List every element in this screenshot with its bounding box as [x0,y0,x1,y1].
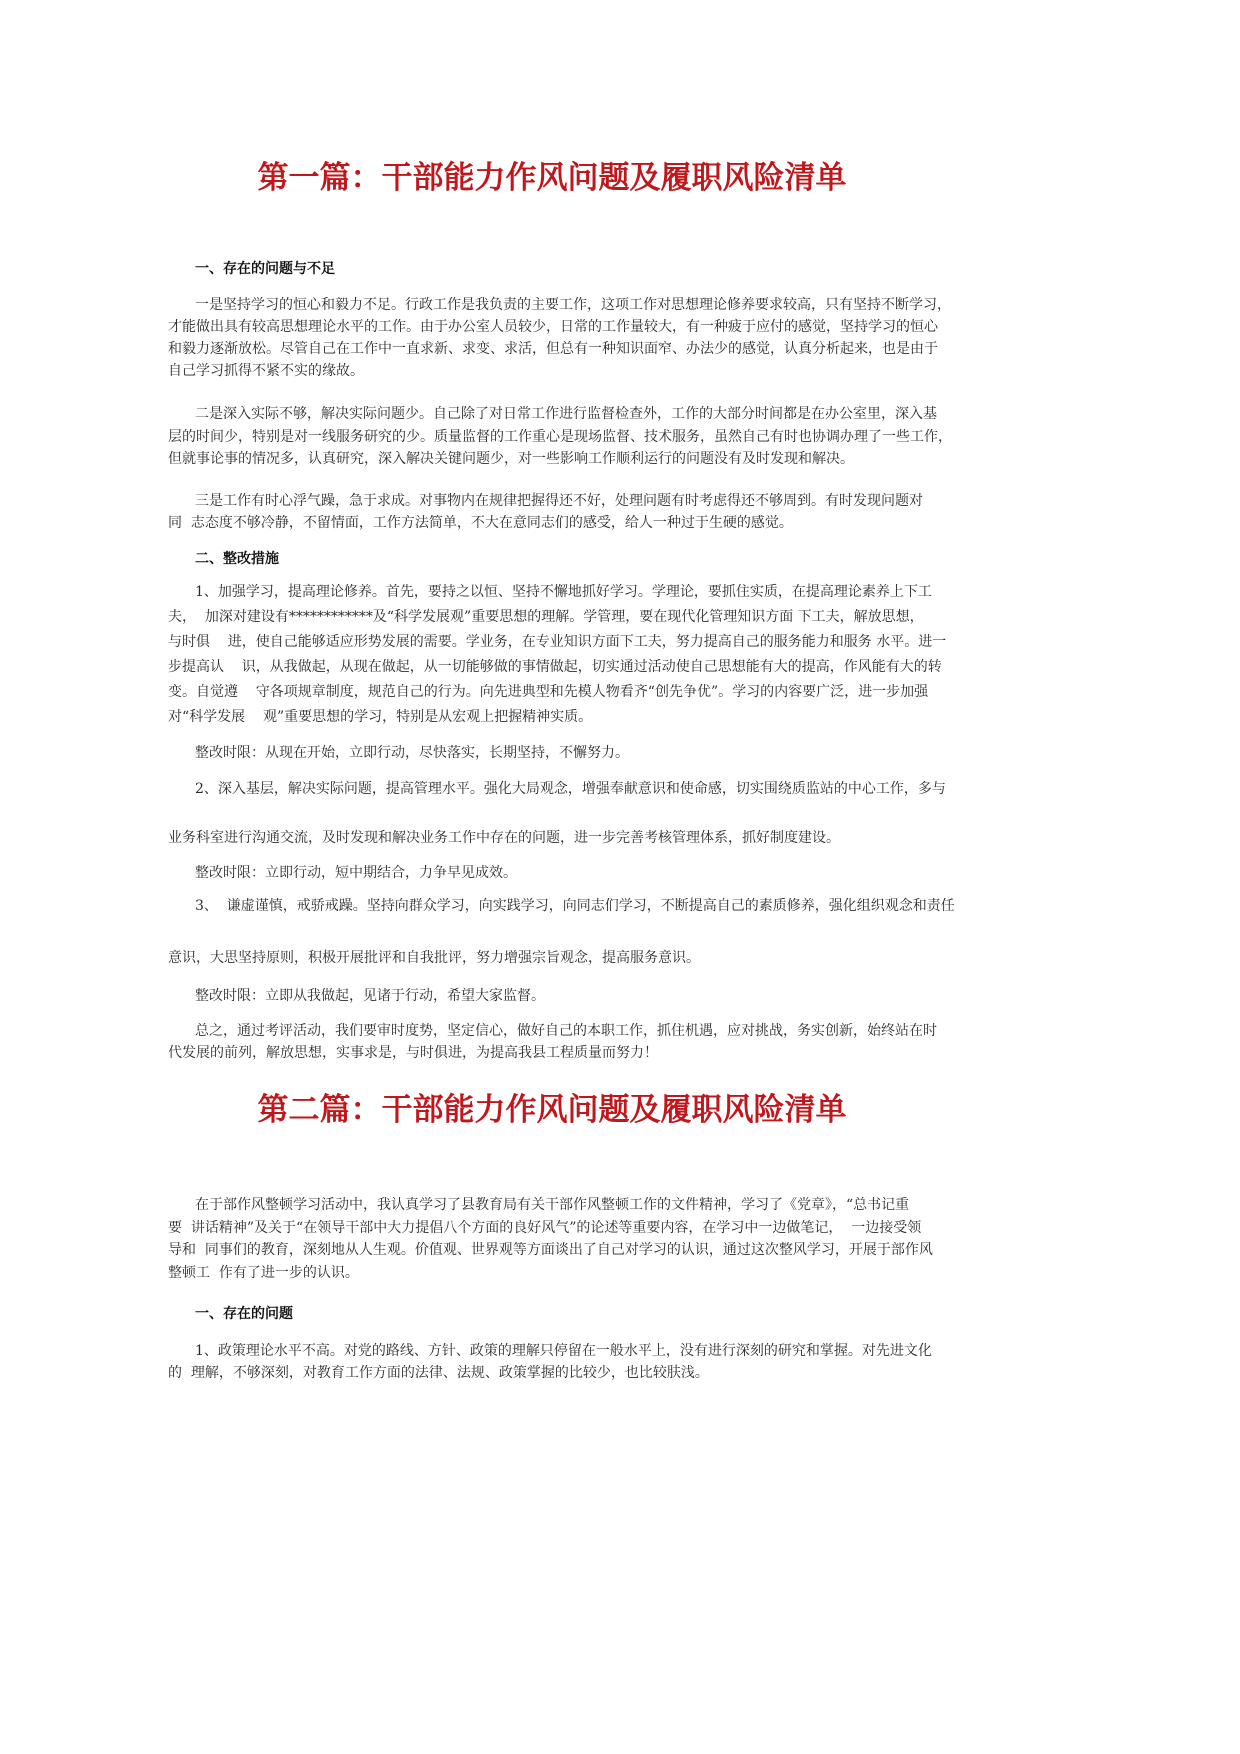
paragraph-conclusion [168,1020,958,1064]
paragraph-line: 业务科室进行沟通交流，及时发现和解决业务工作中存在的问题，进一步完善考核管理体系，抓好制度建设。 [168,830,840,846]
heading-text: 一、存在的问题 [195,1306,293,1322]
paragraph-line: 与时俱 进，使自己能够适应形势发展的需要。学业务，在专业知识方面下工夫，努力提高自己的服务能力和服务 水平。进一 [168,634,947,650]
paragraph-line: 导和 同事们的教育，深刻地从人生观。价值观、世界观等方面谈出了自己对学习的认识，通过这次整风学习，开展于部作风 [168,1242,933,1258]
section-heading-problems-part2 [168,1303,958,1325]
paragraph-line: 对“科学发展 观”重要思想的学习，特别是从宏观上把握精神实质。 [168,709,593,725]
paragraph-line: 但就事论事的情况多，认真研究，深入解决关键问题少，对一些影响工作顺利运行的问题没有及时发现和解决。 [168,451,854,467]
paragraph-line: 步提高认 识，从我做起，从现在做起，从一切能够做的事情做起，切实通过活动使自己思想能有大的提高，作风能有大的转 [168,659,942,675]
paragraph-line: 一是坚持学习的恒心和毅力不足。行政工作是我负责的主要工作，这项工作对思想理论修养要求较高，只有坚持不断学习， [195,297,951,313]
paragraph-measure-2 [168,778,958,800]
paragraph-line: 自己学习抓得不紧不实的缘故。 [168,363,364,379]
paragraph-line: 才能做出具有较高思想理论水平的工作。由于办公室人员较少，日常的工作量较大，有一种疲于应付的感觉，坚持学习的恒心 [168,319,938,335]
paragraph-line: 代发展的前列，解放思想，实事求是，与时俱进，为提高我县工程质量而努力！ [168,1045,658,1061]
paragraph-measure-3 [168,895,958,917]
part1-title: 第一篇：干部能力作风问题及履职风险清单 [257,160,847,196]
deadline-note-2 [168,862,958,884]
paragraph-problem-part2-1 [168,1340,958,1384]
paragraph-line: 层的时间少，特别是对一线服务研究的少。质量监督的工作重心是现场监督、技术服务，虽然自己有时也协调办理了一些工作， [168,428,952,445]
paragraph-measure-2-continued [168,827,958,849]
paragraph-line: 意识，大思坚持原则，积极开展批评和自我批评，努力增强宗旨观念，提高服务意识。 [168,950,700,966]
paragraph-line: 整改时限：立即从我做起，见诸于行动，希望大家监督。 [195,988,545,1004]
deadline-note-3 [168,985,958,1007]
heading-text: 一、存在的问题与不足 [195,261,335,277]
paragraph-line: 整改时限：从现在开始，立即行动，尽快落实，长期坚持，不懈努力。 [195,745,629,761]
paragraph-line: 在于部作风整顿学习活动中，我认真学习了县教育局有关干部作风整顿工作的文件精神，学习了《党章》，“总书记重 [195,1197,910,1213]
paragraph-line: 整顿工 作有了进一步的认识。 [168,1264,359,1281]
deadline-note-1 [168,742,958,764]
heading-text: 二、整改措施 [195,551,279,567]
paragraph-line: 1、政策理论水平不高。对党的路线、方针、政策的理解只停留在一般水平上，没有进行深刻的研究和掌握。对先进文化 [195,1343,932,1359]
paragraph-problem-2 [168,403,958,471]
paragraph-line: 整改时限：立即行动，短中期结合，力争早见成效。 [195,865,517,881]
paragraph-problem-3 [168,490,958,534]
part2-title: 第二篇：干部能力作风问题及履职风险清单 [257,1092,847,1128]
paragraph-intro [168,1194,958,1284]
paragraph-line: 的 理解，不够深刻，对教育工作方面的法律、法规、政策掌握的比较少，也比较肤浅。 [168,1365,709,1381]
section-heading-measures [168,548,958,570]
paragraph-line: 二是深入实际不够，解决实际问题少。自己除了对日常工作进行监督检查外，工作的大部分时间都是在办公室里，深入基 [195,406,937,422]
paragraph-line: 2、深入基层，解决实际问题，提高管理水平。强化大局观念，增强奉献意识和使命感，切实围绕质监站的中心工作，多与 [195,781,946,797]
paragraph-line: 三是工作有时心浮气躁，急于求成。对事物内在规律把握得还不好，处理问题有时考虑得还不够周到。有时发现问题对 [195,493,923,509]
paragraph-line: 3、 谦虚谨慎，戒骄戒躁。坚持向群众学习，向实践学习，向同志们学习，不断提高自己的素质修养，强化组织观念和责任 [195,898,955,914]
section-heading-problems [168,258,958,280]
paragraph-measure-1 [168,580,958,730]
paragraph-line: 1、加强学习，提高理论修养。首先，要持之以恒、坚持不懈地抓好学习。学理论，要抓住实质，在提高理论素养上下工 [195,584,932,600]
paragraph-line: 变。自觉遵 守各项规章制度，规范自己的行为。向先进典型和先模人物看齐“创先争优”。学习的内容要广泛，进一步加强 [168,684,929,700]
paragraph-line: 夫， 加深对建设有************及“科学发展观”重要思想的理解。学管理，要在现代化管理知识方面 下工夫，解放思想， [168,609,924,625]
paragraph-measure-3-continued [168,947,958,969]
paragraph-line: 要 讲话精神”及关于“在领导干部中大力提倡八个方面的良好风气”的论述等重要内容，在学习中一边做笔记， 一边接受领 [168,1219,922,1236]
paragraph-problem-1 [168,294,958,382]
paragraph-line: 同 志态度不够冷静，不留情面，工作方法简单，不大在意同志们的感受，给人一种过于生硬的感觉。 [168,515,793,531]
paragraph-line: 总之，通过考评活动，我们要审时度势，坚定信心，做好自己的本职工作，抓住机遇，应对挑战，务实创新，始终站在时 [195,1023,937,1039]
paragraph-line: 和毅力逐渐放松。尽管自己在工作中一直求新、求变、求活，但总有一种知识面窄、办法少的感觉，认真分析起来，也是由于 [168,341,938,357]
